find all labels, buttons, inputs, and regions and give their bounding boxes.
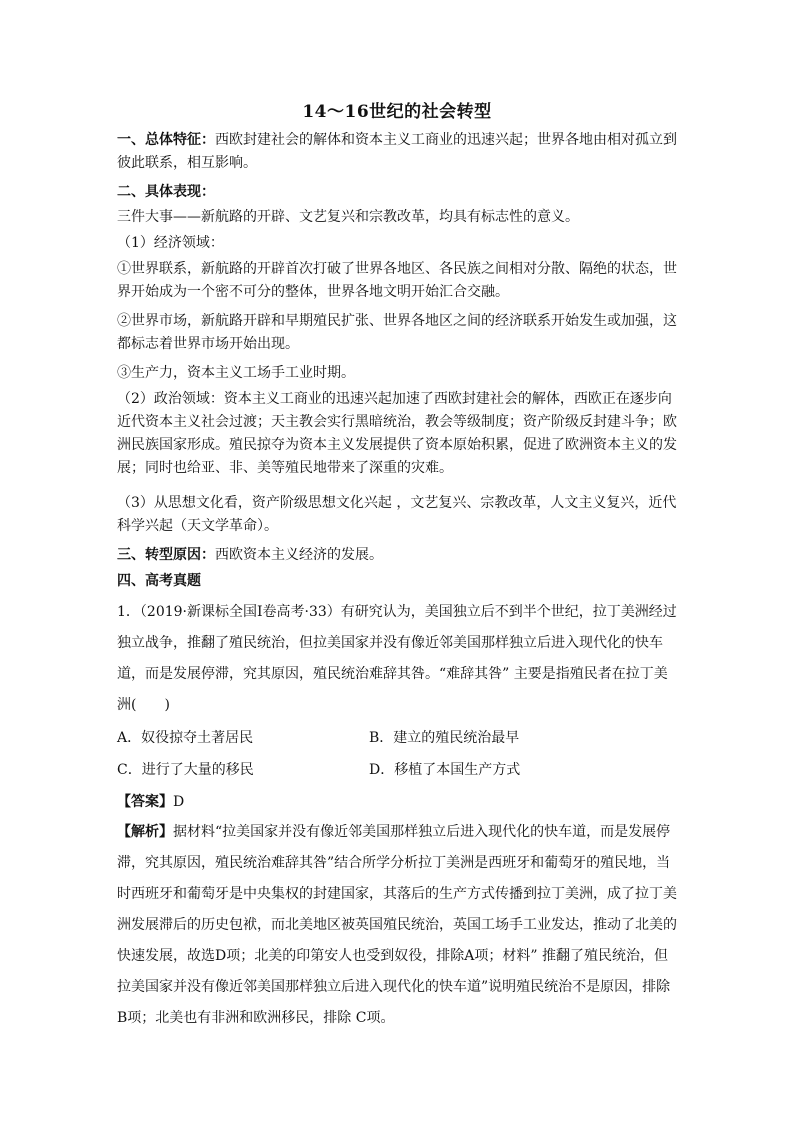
economy-label: （1）经济领域： [117,235,224,251]
answer-line [117,791,184,811]
option-d: D．移植了本国生产方式 [369,762,521,778]
section-text: 西欧封建社会的解体和资本主义工商业的迅速兴起；世界各地由相对孤立到彼此联系，相互影响。 [117,132,677,171]
section-transformation-cause [117,544,677,567]
option-b: B．建立的殖民统治最早 [369,730,520,746]
manifestations-intro: 三件大事——新航路的开辟、文艺复兴和宗教改革，均具有标志性的意义。 [117,209,579,225]
analysis-label: 【解析】 [117,824,173,840]
option-c: C．进行了大量的移民 [117,762,254,778]
section-heading: 一、总体特征： [117,132,215,148]
option-a: A．奴役掠夺土著居民 [117,730,254,746]
culture-paragraph: （3）从思想文化看，资产阶级思想文化兴起 ，文艺复兴、宗教改革，人文主义复兴，近代科学兴起（天文学革命）。 [117,495,677,534]
analysis-paragraph [117,817,677,1034]
economy-point-3: ③生产力，资本主义工场手工业时期。 [117,365,355,381]
question-stem: 1．（2019·新课标全国Ⅰ卷高考·33）有研究认为，美国独立后不到半个世纪，拉丁美洲经过独立战争，推翻了殖民统治，但拉美国家并没有像近邻美国那样独立后进入现代化的快车道，而是发展停滞，究其原因，殖民统治难辞其咎。“难辞其咎” 主要是指殖民者在拉丁美洲( ) [117,604,677,713]
analysis-text: 据材料“拉美国家并没有像近邻美国那样独立后进入现代化的快车道，而是发展停滞，究其原因，殖民统治难辞其咎”结合所学分析拉丁美洲是西班牙和葡萄牙的殖民地，当时西班牙和葡萄牙是中央集权的封建国家，其落后的生产方式传播到拉丁美洲，成了拉丁美洲发展滞后的历史包袱，而北美地区被英国殖民统治，英国工场手工业发达，推动了北美的快速发展，故选D项；北美的印第安人也受到奴役，排除A项；材料” 推翻了殖民统治，但拉美国家并没有像近邻美国那样独立后进入现代化的快车道”说明殖民统治不是原因，排除B项；北美也有非洲和欧洲移民，排除 C项。 [117,824,677,1026]
politics-paragraph: （2）政治领域：资本主义工商业的迅速兴起加速了西欧封建社会的解体，西欧正在逐步向近代资本主义社会过渡；天主教会实行黑暗统治，教会等级制度；资产阶级反封建斗争；欧洲民族国家形成。殖民掠夺为资本主义发展提供了资本原始积累，促进了欧洲资本主义的发展；同时也给亚、非、美等殖民地带来了深重的灾难。 [117,391,677,476]
section-overall-features [117,129,677,175]
document-title: 14～16世纪的社会转型 [302,102,492,122]
section-heading-exam-questions: 四、高考真题 [117,573,201,589]
economy-point-2: ②世界市场，新航路开辟和早期殖民扩张、世界各地区之间的经济联系开始发生或加强，这都标志着世界市场开始出现。 [117,313,677,352]
answer-value: D [173,794,185,810]
economy-point-1: ①世界联系，新航路的开辟首次打破了世界各地区、各民族之间相对分散、隔绝的状态，世界开始成为一个密不可分的整体，世界各地文明开始汇合交融。 [117,261,677,300]
section-heading-manifestations: 二、具体表现： [117,184,215,200]
section-text: 西欧资本主义经济的发展。 [215,547,383,563]
answer-label: 【答案】 [117,794,173,810]
section-heading: 三、转型原因： [117,547,215,563]
